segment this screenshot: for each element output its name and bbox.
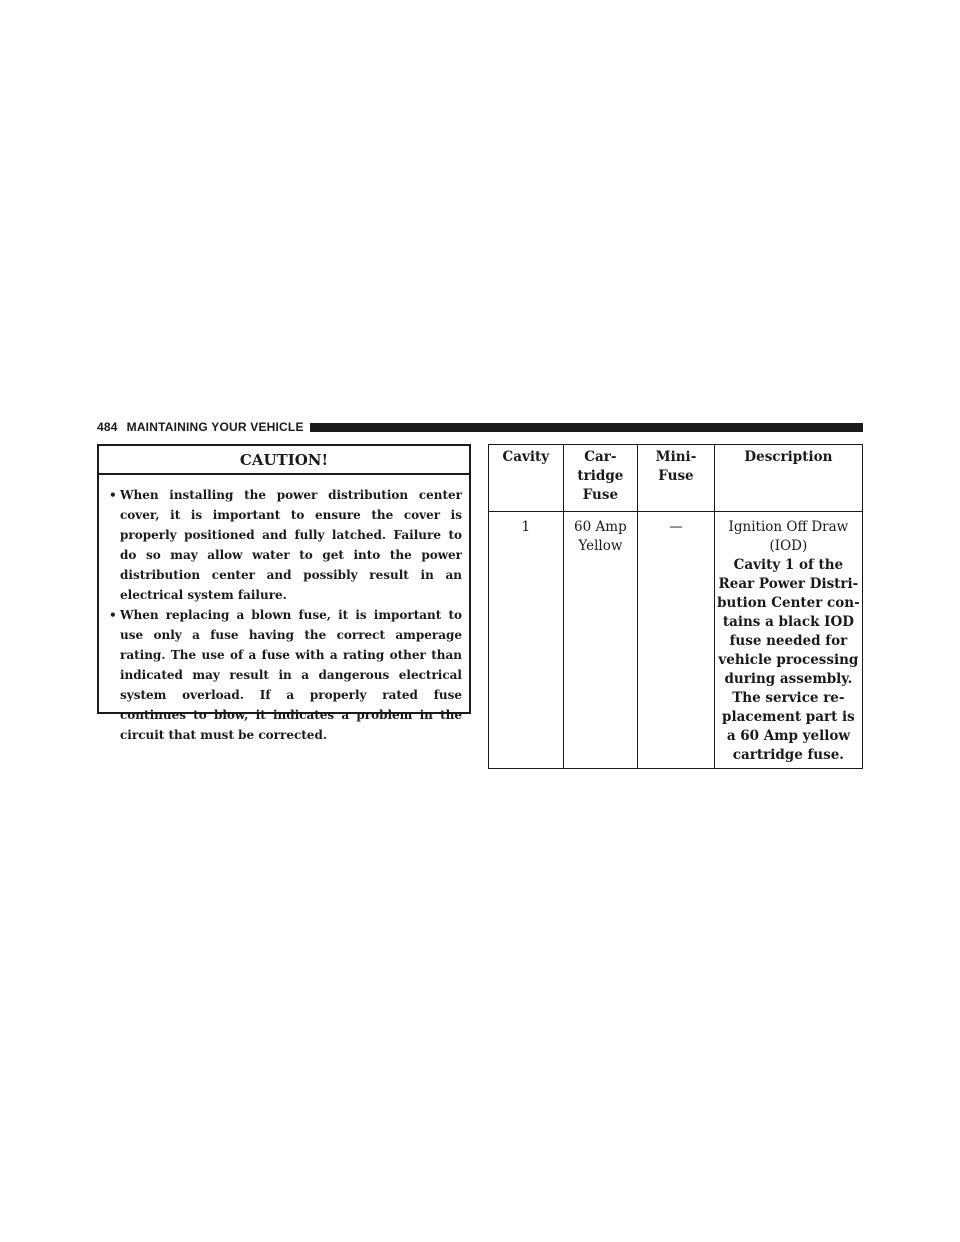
- section-title: MAINTAINING YOUR VEHICLE: [126, 420, 304, 434]
- header-cartridge-fuse-label: Car-tridge Fuse: [577, 449, 624, 503]
- caution-item: [109, 605, 462, 745]
- bullet-icon: •: [109, 608, 117, 622]
- cell-mini-fuse: —: [638, 512, 715, 769]
- caution-title: CAUTION!: [99, 446, 469, 475]
- header-cartridge-fuse: [563, 445, 638, 512]
- header-mini-fuse: [638, 445, 715, 512]
- caution-item: [109, 485, 462, 605]
- cell-cavity: 1: [489, 512, 564, 769]
- fuse-table: [488, 444, 863, 769]
- cell-description: [714, 512, 862, 769]
- description-note: Cavity 1 of the Rear Power Distri-bution Center con-tains a black IOD fuse needed for vehicle processing during assembly. The service re-placement part is a 60 Amp yellow cartridge fuse.: [717, 557, 860, 763]
- header-rule: [310, 423, 863, 432]
- caution-item-text: When replacing a blown fuse, it is important to use only a fuse having the correct amperage rating. The use of a fuse with a rating other than indicated may result in a dangerous electrical system overload. If a properly rated fuse continues to blow, it indicates a problem in the circuit that must be corrected.: [120, 608, 462, 742]
- caution-list: [99, 475, 469, 745]
- description-text: Ignition Off Draw (IOD): [728, 519, 849, 554]
- cell-cartridge-fuse-text: 60 Amp Yellow: [574, 519, 627, 554]
- page-number: 484: [97, 420, 118, 434]
- header-description: Description: [714, 445, 862, 512]
- table-row: [489, 512, 863, 769]
- cell-cartridge-fuse: [563, 512, 638, 769]
- caution-item-text: When installing the power distribution center cover, it is important to ensure the cover is properly positioned and fully latched. Failure to do so may allow water to get into the power distribution center and possibly result in an electrical system failure.: [120, 488, 462, 602]
- bullet-icon: •: [109, 488, 117, 502]
- caution-box: [97, 444, 471, 742]
- header-mini-fuse-label: Mini-Fuse: [655, 449, 697, 484]
- header-cavity: Cavity: [489, 445, 564, 512]
- page-header: [97, 419, 863, 435]
- table-header-row: [489, 445, 863, 512]
